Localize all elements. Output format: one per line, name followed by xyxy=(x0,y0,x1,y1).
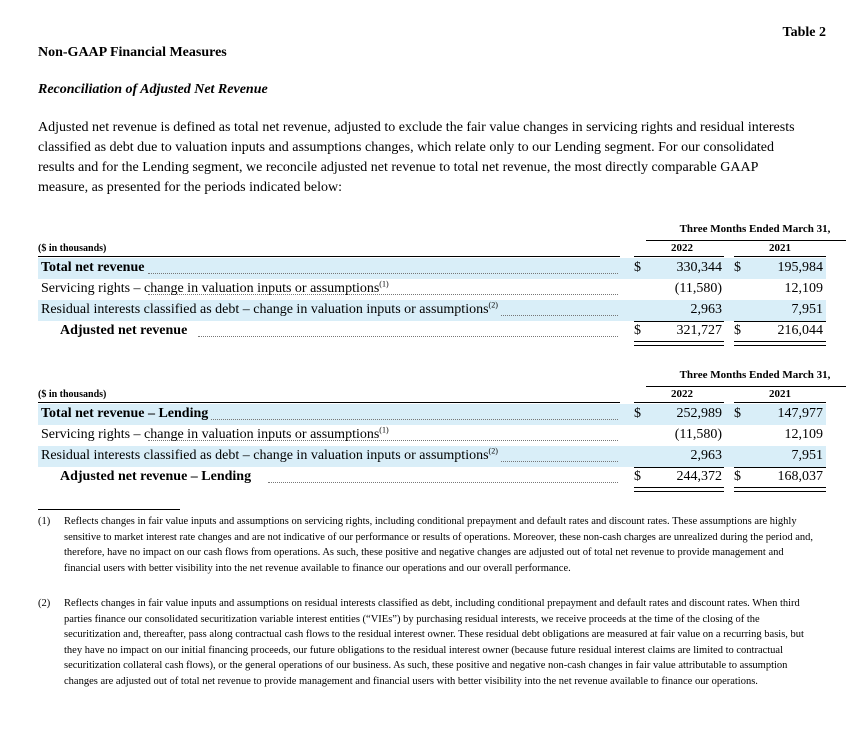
value-2022: 2,963 xyxy=(690,448,722,463)
year-2021-header: 2021 xyxy=(769,242,791,254)
section-heading: Non-GAAP Financial Measures xyxy=(38,45,227,60)
row-label: Total net revenue – Lending xyxy=(41,406,211,422)
value-2022: 2,963 xyxy=(690,302,722,317)
footnote-1 xyxy=(38,514,818,576)
value-2021: 7,951 xyxy=(791,448,823,463)
year-2021-underline xyxy=(734,256,826,257)
value-2022: (11,580) xyxy=(674,281,722,296)
value-2021: 195,984 xyxy=(777,260,823,275)
row-label: Residual interests classified as debt – change in valuation inputs or assumptions$^{(2)}$ xyxy=(41,448,501,464)
table-row-total xyxy=(38,467,826,488)
footnote-number: (1) xyxy=(38,516,51,527)
reconciliation-table-consolidated xyxy=(38,222,831,347)
table-row xyxy=(38,258,826,279)
year-2022-underline xyxy=(634,402,724,403)
year-2021-header: 2021 xyxy=(769,388,791,400)
footnote-ref: (2) xyxy=(488,446,498,456)
footnote-text: Reflects changes in fair value inputs and assumptions on servicing rights, including conditional prepayment and default rates and discount rates. These assumptions are highly sensitive to market interest rate changes and are not indicative of our performance or results of operations. Moreover, these non-cash charges are unrealized during the period and, therefore, have no impact on our cash flows from operations. As such, these positive and negative changes are adjusted out of total net revenue to provide management and financial users with better visibility into the net revenue available to finance our operations and our overall performance. xyxy=(64,516,813,574)
table-row xyxy=(38,425,826,446)
value-2021: 12,109 xyxy=(784,427,823,442)
value-2021: 12,109 xyxy=(784,281,823,296)
unit-label: ($ in thousands) xyxy=(38,389,107,400)
row-label: Servicing rights – change in valuation inputs or assumptions$^{(1)}$ xyxy=(41,279,389,296)
row-label: Total net revenue xyxy=(41,260,147,276)
year-2022-header: 2022 xyxy=(671,388,693,400)
table-number-label: Table 2 xyxy=(782,25,826,40)
dot-leader xyxy=(198,335,618,337)
dot-leader xyxy=(148,272,618,274)
intro-paragraph: Adjusted net revenue is defined as total net revenue, adjusted to exclude the fair value changes in servicing rights and residual interests classified as debt due to valuation inputs and assumptions changes, which relate only to our Lending segment. For our consolidated results and for the Lending segment, we reconcile adjusted net revenue to total net revenue, the most directly comparable GAAP measure, as presented for the periods indicated below: xyxy=(38,120,795,195)
value-2022: 321,727 xyxy=(676,323,722,338)
dot-leader xyxy=(268,481,618,483)
table-row xyxy=(38,300,826,321)
total-double-rule-2022 xyxy=(634,487,724,492)
unit-label: ($ in thousands) xyxy=(38,243,107,254)
total-double-rule-2022 xyxy=(634,341,724,346)
table-row xyxy=(38,279,826,300)
currency-symbol: $ xyxy=(634,469,641,484)
total-double-rule-2021 xyxy=(734,341,826,346)
period-underline xyxy=(646,386,846,387)
footnote-ref: (1) xyxy=(379,425,389,435)
footnote-number: (2) xyxy=(38,598,51,609)
table-row-total xyxy=(38,321,826,342)
period-header: Three Months Ended March 31, xyxy=(679,223,831,235)
currency-symbol: $ xyxy=(634,323,641,338)
currency-symbol: $ xyxy=(734,260,741,275)
value-2022: 252,989 xyxy=(676,406,722,421)
footnote-text: Reflects changes in fair value inputs and assumptions on residual interests classified as debt, including conditional prepayment and default rates and discount rates. When third parties finance our consolidated securitization variable interest entities (“VIEs”) by purchasing residual interests, we receive proceeds at the time of the closing of the securitization and, thereafter, pass along contractual cash flows to the residual interest owner. These residual debt obligations are measured at fair value on a recurring basis, but they have no impact on our initial financing proceeds, our future obligations to the residual interest owner (because future residual interest claims are limited to contractual securitization collateral cash flows), or the general operations of our business. As such, these positive and negative non-cash changes in fair value attributable to assumption changes are adjusted out of total net revenue to provide management and financial users with better visibility into the net revenue available to finance our operations. xyxy=(64,598,804,687)
row-label: Adjusted net revenue xyxy=(60,323,188,338)
table-row xyxy=(38,446,826,467)
year-2022-underline xyxy=(634,256,724,257)
footnote-2 xyxy=(38,596,818,689)
total-double-rule-2021 xyxy=(734,487,826,492)
value-2021: 216,044 xyxy=(777,323,823,338)
period-header: Three Months Ended March 31, xyxy=(679,369,831,381)
value-2022: 244,372 xyxy=(676,469,722,484)
value-2021: 7,951 xyxy=(791,302,823,317)
currency-symbol: $ xyxy=(734,323,741,338)
period-underline xyxy=(646,240,846,241)
currency-symbol: $ xyxy=(734,469,741,484)
dot-leader xyxy=(148,418,618,420)
currency-symbol: $ xyxy=(734,406,741,421)
row-label: Adjusted net revenue – Lending xyxy=(60,469,252,484)
section-subheading: Reconciliation of Adjusted Net Revenue xyxy=(38,82,268,97)
table-row xyxy=(38,404,826,425)
footnote-ref: (2) xyxy=(488,300,498,310)
value-2021: 168,037 xyxy=(777,469,823,484)
row-label: Residual interests classified as debt – change in valuation inputs or assumptions$^{(2)}$ xyxy=(41,302,501,318)
value-2022: (11,580) xyxy=(674,427,722,442)
unit-underline xyxy=(38,402,620,403)
year-2021-underline xyxy=(734,402,826,403)
currency-symbol: $ xyxy=(634,406,641,421)
row-label: Servicing rights – change in valuation inputs or assumptions$^{(1)}$ xyxy=(41,425,389,442)
value-2022: 330,344 xyxy=(676,260,722,275)
value-2021: 147,977 xyxy=(777,406,823,421)
footnote-ref: (1) xyxy=(379,279,389,289)
unit-underline xyxy=(38,256,620,257)
reconciliation-table-lending xyxy=(38,368,831,493)
year-2022-header: 2022 xyxy=(671,242,693,254)
currency-symbol: $ xyxy=(634,260,641,275)
footnote-separator xyxy=(38,509,180,510)
